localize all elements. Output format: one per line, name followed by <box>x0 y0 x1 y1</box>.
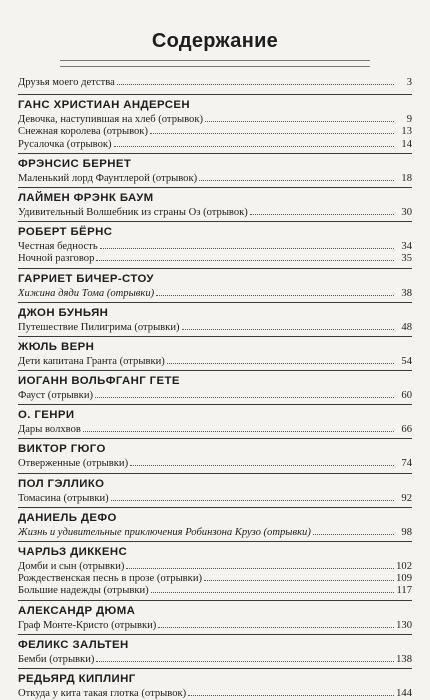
toc-entry[interactable] <box>18 287 412 299</box>
leader-dots <box>95 389 394 398</box>
leader-dots <box>96 653 394 662</box>
entry-title: Томасина (отрывки) <box>18 492 109 504</box>
entry-page: 66 <box>401 424 412 436</box>
entry-page: 18 <box>401 172 412 184</box>
author-name: РОБЕРТ БЁРНС <box>18 226 113 239</box>
entry-title: Путешествие Пилигрима (отрывки) <box>18 321 180 333</box>
toc-entry[interactable] <box>18 389 412 401</box>
entry-title: Удивительный Волшебник из страны Оз (отрывок) <box>18 206 248 218</box>
section-divider <box>18 221 412 222</box>
author-section <box>18 336 412 367</box>
author-name: ЛАЙМЕН ФРЭНК БАУМ <box>18 191 154 204</box>
author-section <box>18 268 412 299</box>
leader-dots <box>96 252 394 261</box>
entry-title: Русалочка (отрывок) <box>18 138 112 150</box>
author-section <box>18 668 412 699</box>
entry-title: Честная бедность <box>18 241 98 253</box>
entry-page: 30 <box>401 206 412 218</box>
author-name: ДЖОН БУНЬЯН <box>18 306 109 319</box>
author-name: О. ГЕНРИ <box>18 409 75 422</box>
author-section <box>18 302 412 333</box>
entry-page: 98 <box>401 526 412 538</box>
author-section <box>18 541 412 597</box>
entry-title: Граф Монте-Кристо (отрывки) <box>18 619 157 631</box>
author-section <box>18 473 412 504</box>
section-divider <box>18 336 412 337</box>
toc-entry[interactable] <box>18 492 412 504</box>
section-divider <box>18 541 412 542</box>
author-name: АЛЕКСАНДР ДЮМА <box>18 604 136 617</box>
leader-dots <box>130 457 394 466</box>
entry-title: Бемби (отрывки) <box>18 653 95 665</box>
leader-dots <box>114 138 394 147</box>
leader-dots <box>313 526 394 535</box>
entry-page: 109 <box>396 573 412 585</box>
section-divider <box>18 187 412 188</box>
author-section <box>18 221 412 264</box>
author-name: ЧАРЛЬЗ ДИККЕНС <box>18 546 128 558</box>
entry-page: 60 <box>401 390 412 402</box>
toc-entry[interactable] <box>18 138 412 150</box>
section-divider <box>18 634 412 635</box>
leader-dots <box>167 355 394 364</box>
author-section <box>18 404 412 435</box>
toc-entry[interactable] <box>18 423 412 435</box>
author-name: ВИКТОР ГЮГО <box>18 443 106 456</box>
section-divider <box>18 668 412 669</box>
title-rule-bottom <box>60 66 370 67</box>
author-section <box>18 187 412 218</box>
leader-dots <box>111 492 394 501</box>
table-of-contents <box>18 68 412 700</box>
entry-page: 9 <box>406 114 412 126</box>
toc-entry[interactable] <box>18 572 412 584</box>
section-divider <box>18 438 412 439</box>
leader-dots <box>117 76 394 85</box>
leader-dots <box>83 423 394 432</box>
leader-dots <box>158 619 394 628</box>
section-divider <box>18 404 412 405</box>
leader-dots <box>182 321 394 330</box>
entry-title: Маленький лорд Фаунтлерой (отрывок) <box>18 172 198 184</box>
leader-dots <box>188 687 394 696</box>
entry-title: Дары волхвов <box>18 424 81 436</box>
entry-page: 34 <box>401 241 412 253</box>
toc-entry[interactable] <box>18 687 412 699</box>
author-name: ПОЛ ГЭЛЛИКО <box>18 477 105 490</box>
author-name: РЕДЬЯРД КИПЛИНГ <box>18 672 136 685</box>
leader-dots <box>204 572 394 581</box>
entry-title: Снежная королева (отрывок) <box>18 126 148 138</box>
author-name: ЖЮЛЬ ВЕРН <box>18 340 95 353</box>
entry-page: 54 <box>401 355 412 367</box>
toc-entry[interactable] <box>18 457 412 469</box>
author-name: ИОГАНН ВОЛЬФГАНГ ГЕТЕ <box>18 375 180 388</box>
section-divider <box>18 268 412 269</box>
entry-page: 35 <box>401 253 412 265</box>
toc-entry-intro[interactable] <box>18 76 412 88</box>
toc-entry[interactable] <box>18 526 412 538</box>
leader-dots <box>126 560 394 569</box>
entry-page: 138 <box>396 653 412 665</box>
author-section <box>18 600 412 631</box>
section-divider <box>18 600 412 601</box>
leader-dots <box>205 113 394 122</box>
section-divider <box>18 473 412 474</box>
toc-entry[interactable] <box>18 355 412 367</box>
entry-page: 117 <box>396 585 412 597</box>
author-section <box>18 438 412 469</box>
leader-dots <box>100 240 394 249</box>
entry-title: Жизнь и удивительные приключения Робинзона Крузо (отрывки) <box>18 526 311 538</box>
entry-title: Друзья моего детства <box>18 77 115 88</box>
author-section <box>18 370 412 401</box>
entry-title: Ночной разговор <box>18 253 95 265</box>
section-divider <box>18 153 412 154</box>
entry-page: 92 <box>401 492 412 504</box>
leader-dots <box>151 584 394 593</box>
author-name: ФРЭНСИС БЕРНЕТ <box>18 157 132 170</box>
section-divider <box>18 370 412 371</box>
leader-dots <box>156 287 394 296</box>
entry-page: 48 <box>401 321 412 333</box>
entry-page: 14 <box>401 138 412 150</box>
entry-title: Рождественская песнь в прозе (отрывки) <box>18 573 203 585</box>
toc-entry[interactable] <box>18 321 412 333</box>
author-name: ГАРРИЕТ БИЧЕР-СТОУ <box>18 272 154 285</box>
entry-page: 38 <box>401 287 412 299</box>
entry-page: 74 <box>401 458 412 470</box>
toc-entry[interactable] <box>18 113 412 125</box>
author-section <box>18 94 412 150</box>
entry-page: 13 <box>401 126 412 138</box>
author-section <box>18 507 412 538</box>
entry-title: Большие надежды (отрывки) <box>18 585 149 597</box>
toc-entry[interactable] <box>18 125 412 137</box>
entry-title: Фауст (отрывки) <box>18 390 94 402</box>
leader-dots <box>150 125 394 134</box>
entry-page: 102 <box>396 561 412 572</box>
entry-title: Девочка, наступившая на хлеб (отрывок) <box>18 114 204 126</box>
entry-page: 130 <box>396 619 412 631</box>
section-divider <box>18 507 412 508</box>
author-name: ДАНИЕЛЬ ДЕФО <box>18 511 117 524</box>
entry-title: Домби и сын (отрывки) <box>18 561 125 572</box>
toc-entry[interactable] <box>18 653 412 665</box>
entry-title: Хижина дяди Тома (отрывки) <box>18 287 155 299</box>
author-section <box>18 634 412 665</box>
toc-entry[interactable] <box>18 584 412 596</box>
toc-entry[interactable] <box>18 172 412 184</box>
leader-dots <box>199 172 394 181</box>
page-title: Содержание <box>151 30 279 52</box>
entry-title: Отверженные (отрывки) <box>18 458 129 470</box>
toc-entry[interactable] <box>18 240 412 252</box>
title-rule-top <box>60 60 370 61</box>
toc-entry[interactable] <box>18 206 412 218</box>
leader-dots <box>250 206 394 215</box>
toc-entry[interactable] <box>18 560 412 572</box>
author-name: ГАНС ХРИСТИАН АНДЕРСЕН <box>18 99 190 112</box>
author-section <box>18 153 412 184</box>
toc-entry[interactable] <box>18 252 412 264</box>
entry-title: Дети капитана Гранта (отрывки) <box>18 355 165 367</box>
toc-entry[interactable] <box>18 619 412 631</box>
entry-page: 3 <box>406 77 412 88</box>
author-sections <box>18 94 412 699</box>
entry-page: 144 <box>396 687 412 699</box>
entry-title: Откуда у кита такая глотка (отрывок) <box>18 687 187 699</box>
author-name: ФЕЛИКС ЗАЛЬТЕН <box>18 638 129 651</box>
section-divider <box>18 302 412 303</box>
section-divider <box>18 94 412 95</box>
